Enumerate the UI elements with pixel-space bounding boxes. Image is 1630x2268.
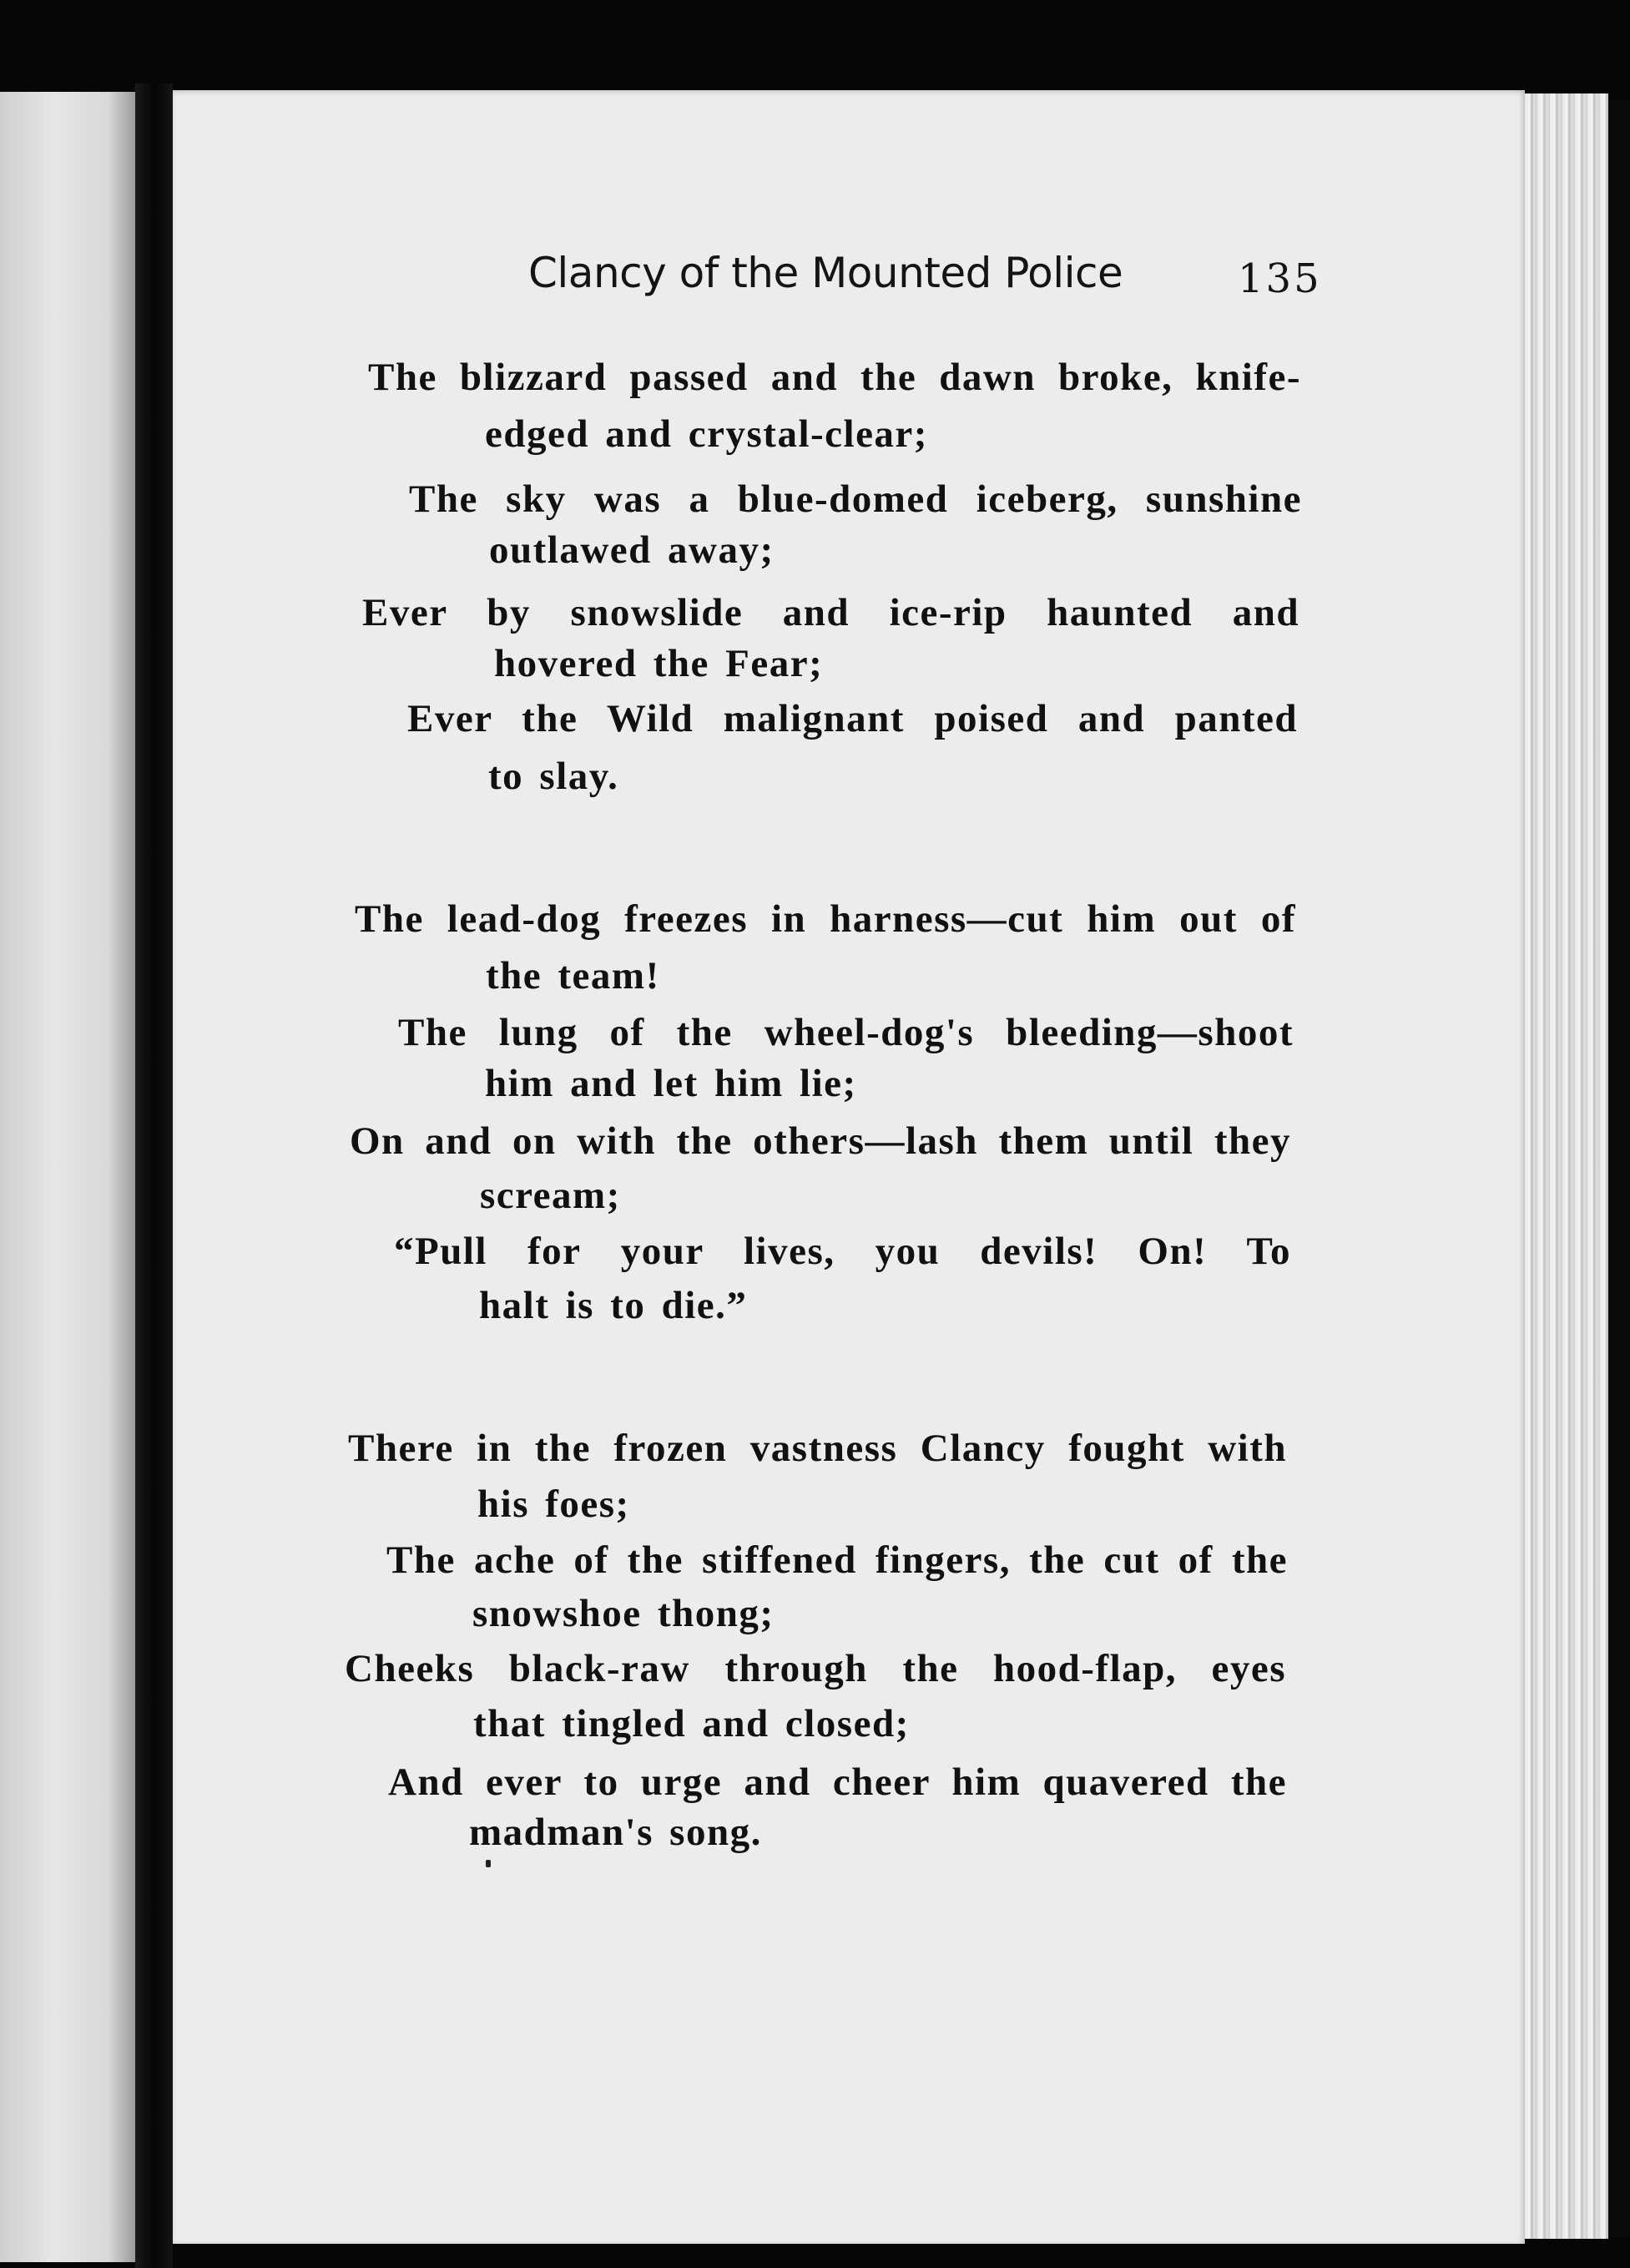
page-number: 135 [1238, 255, 1322, 302]
verse-line: to slay. [488, 755, 619, 798]
ink-speck [486, 1860, 491, 1867]
verse-line: The blizzard passed and the dawn broke, knife- [368, 356, 1301, 399]
verse-line: madman's song. [469, 1811, 762, 1854]
verse-line: hovered the Fear; [494, 642, 824, 685]
page-edges [1525, 93, 1608, 2239]
verse-line: The sky was a blue-domed iceberg, sunshine [409, 477, 1302, 521]
verse-line: The lead-dog freezes in harness—cut him out of [355, 897, 1296, 941]
verse-line: halt is to die.” [479, 1284, 748, 1327]
verse-line: The lung of the wheel-dog's bleeding—shoot [398, 1011, 1294, 1054]
verse-line: There in the frozen vastness Clancy fought with [348, 1427, 1287, 1470]
verse-line: outlawed away; [489, 528, 775, 572]
verse-line: edged and crystal-clear; [485, 412, 928, 456]
verse-line: Ever by snowslide and ice-rip haunted and [362, 591, 1299, 634]
verse-line: On and on with the others—lash them until they [350, 1119, 1291, 1163]
verse-line: And ever to urge and cheer him quavered the [388, 1760, 1287, 1804]
running-title: Clancy of the Mounted Police [528, 249, 1123, 297]
verse-line: “Pull for your lives, you devils! On! To [394, 1230, 1291, 1273]
verse-line: his foes; [477, 1483, 630, 1526]
verse-line: him and let him lie; [485, 1062, 857, 1105]
verse-line: The ache of the stiffened fingers, the cut of the [386, 1538, 1288, 1582]
verse-line: snowshoe thong; [472, 1592, 775, 1635]
facing-page-edge [0, 92, 135, 2262]
verse-line: Ever the Wild malignant poised and panted [407, 697, 1298, 740]
verse-line: scream; [480, 1174, 621, 1217]
scan-edge [1608, 100, 1630, 2237]
verse-line: the team! [486, 954, 660, 998]
verse-line: that tingled and closed; [473, 1702, 910, 1745]
book-gutter [135, 83, 173, 2268]
running-head [528, 249, 1322, 316]
verse-line: Cheeks black-raw through the hood-flap, eyes [345, 1647, 1286, 1690]
